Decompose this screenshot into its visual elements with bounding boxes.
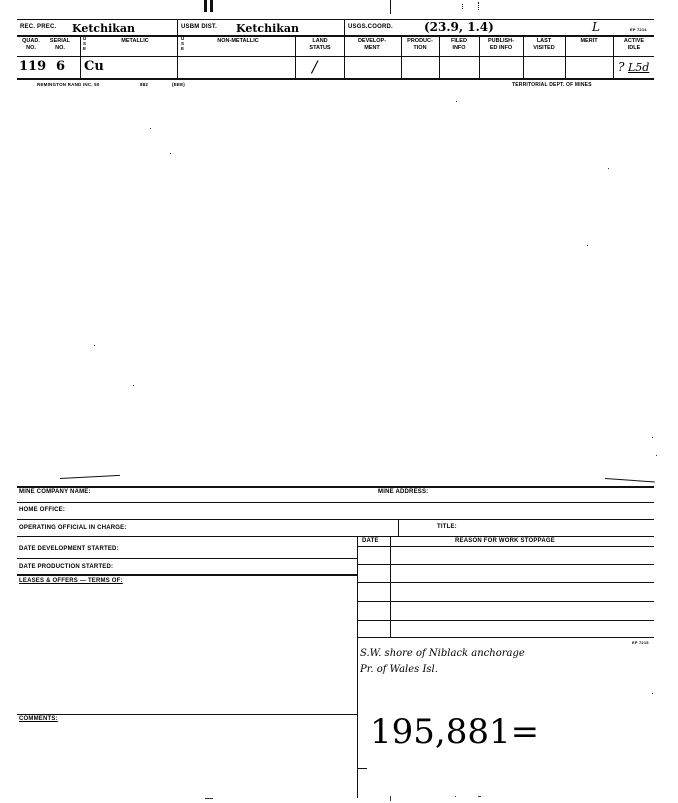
scan-speck <box>652 437 653 438</box>
record-quad-no: 119 <box>19 59 47 74</box>
record-land-status: / <box>312 57 318 76</box>
col-active-idle: ACTIVE IDLE <box>623 38 645 51</box>
date-prod-started-label: DATE PRODUCTION STARTED: <box>19 564 114 570</box>
operating-official-label: OPERATING OFFICIAL IN CHARGE: <box>19 525 127 531</box>
printer-label: REMINGTON RAND INC. 50 <box>37 82 100 87</box>
card-tab-mark <box>204 0 207 12</box>
scan-speck <box>478 796 481 797</box>
date-dev-started-label: DATE DEVELOPMENT STARTED: <box>19 546 119 552</box>
scan-speck <box>652 693 653 694</box>
scan-speck <box>455 796 456 797</box>
usbm-dist-value: Ketchikan <box>236 22 300 35</box>
header-column-rule <box>17 35 654 37</box>
col-land-status: LAND STATUS <box>309 38 331 51</box>
form-number: EP 7214 <box>630 27 647 32</box>
col-non-metallic: NON-METALLIC <box>217 38 259 44</box>
lower-rule <box>357 582 654 583</box>
header-divider <box>344 19 345 78</box>
scan-speck <box>608 168 609 169</box>
home-office-label: HOME OFFICE: <box>19 507 66 513</box>
record-rule <box>17 56 654 57</box>
lower-divider <box>398 519 399 536</box>
lower-rule <box>357 637 654 638</box>
handwritten-number: 195,881= <box>370 712 540 752</box>
card-divider-mark <box>462 4 463 9</box>
mine-address-label: MINE ADDRESS: <box>378 489 429 495</box>
record-active-idle-note: L5d <box>628 61 650 74</box>
scan-speck <box>390 796 391 801</box>
usgs-coord-label: USGS.COORD. <box>348 24 393 30</box>
scan-speck <box>205 798 213 799</box>
rec-prec-label: REC. PREC. <box>20 24 57 30</box>
lower-card-edge <box>605 478 655 482</box>
leases-label: LEASES & OFFERS — TERMS OF: <box>19 578 123 584</box>
lower-rule <box>17 502 654 503</box>
lower-rule <box>17 574 357 576</box>
scan-speck <box>150 128 151 129</box>
lower-rule <box>357 546 654 547</box>
usbm-dist-label: USBM DIST. <box>181 24 218 30</box>
lower-rule <box>17 714 357 715</box>
col-use-metallic: U S E <box>83 36 87 51</box>
lower-rule <box>357 620 654 621</box>
record-active-idle: ? <box>618 60 625 74</box>
reason-label: REASON FOR WORK STOPPAGE <box>455 538 555 544</box>
col-metallic: METALLIC <box>121 38 149 44</box>
record-metallic: Cu <box>84 59 104 74</box>
comments-label: COMMENTS: <box>19 716 58 722</box>
lower-rule <box>357 601 654 602</box>
col-development: DEVELOP- MENT <box>357 38 387 51</box>
printer-code-2: (EEE) <box>172 82 186 87</box>
card-tab-mark <box>210 0 213 12</box>
col-last-visited: LAST VISITED <box>533 38 555 51</box>
lower-rule <box>357 768 367 769</box>
lower-card-edge <box>60 475 120 479</box>
title-label: TITLE: <box>437 524 457 530</box>
scan-speck <box>456 101 457 102</box>
col-serial-no: SERIAL NO. <box>49 38 71 51</box>
record-bottom-rule <box>17 78 654 80</box>
date-label: DATE <box>362 538 379 544</box>
scan-speck <box>170 153 171 154</box>
header-divider <box>177 19 178 78</box>
scan-speck <box>94 345 95 346</box>
handwritten-location-line1: S.W. shore of Niblack anchorage <box>360 648 525 659</box>
lower-rule <box>17 536 654 537</box>
form-number-2: EP 7215 <box>632 640 649 645</box>
lower-rule <box>17 519 654 520</box>
record-serial-no: 6 <box>56 59 66 74</box>
scan-speck <box>656 455 657 456</box>
col-production: PRODUC- TION <box>407 38 433 51</box>
card-divider-mark <box>390 0 391 14</box>
lower-top-rule <box>17 486 654 488</box>
handwritten-location-line2: Pr. of Wales Isl. <box>360 664 438 675</box>
lower-divider <box>357 536 358 798</box>
col-use-nonmetallic: U S E <box>181 36 185 51</box>
col-quad-no: QUAD. NO. <box>22 38 40 51</box>
agency-label: TERRITORIAL DEPT. OF MINES <box>512 82 592 88</box>
scan-speck <box>133 385 134 386</box>
col-filed-info: FILED INFO <box>451 38 467 51</box>
col-merit: MERIT <box>580 38 598 44</box>
scan-speck <box>587 245 588 246</box>
lower-divider <box>390 536 391 637</box>
rec-prec-value: Ketchikan <box>72 22 136 35</box>
printer-code: 882 <box>140 82 149 87</box>
usgs-coord-value: (23.9, 1.4) <box>424 20 494 34</box>
corner-mark: L <box>592 20 600 34</box>
col-published-info: PUBLISH- ED INFO <box>488 38 514 51</box>
card-divider-mark <box>478 2 479 10</box>
lower-rule <box>17 558 357 559</box>
header-top-rule <box>17 19 654 20</box>
mine-company-name-label: MINE COMPANY NAME: <box>19 489 91 495</box>
lower-rule <box>357 564 654 565</box>
